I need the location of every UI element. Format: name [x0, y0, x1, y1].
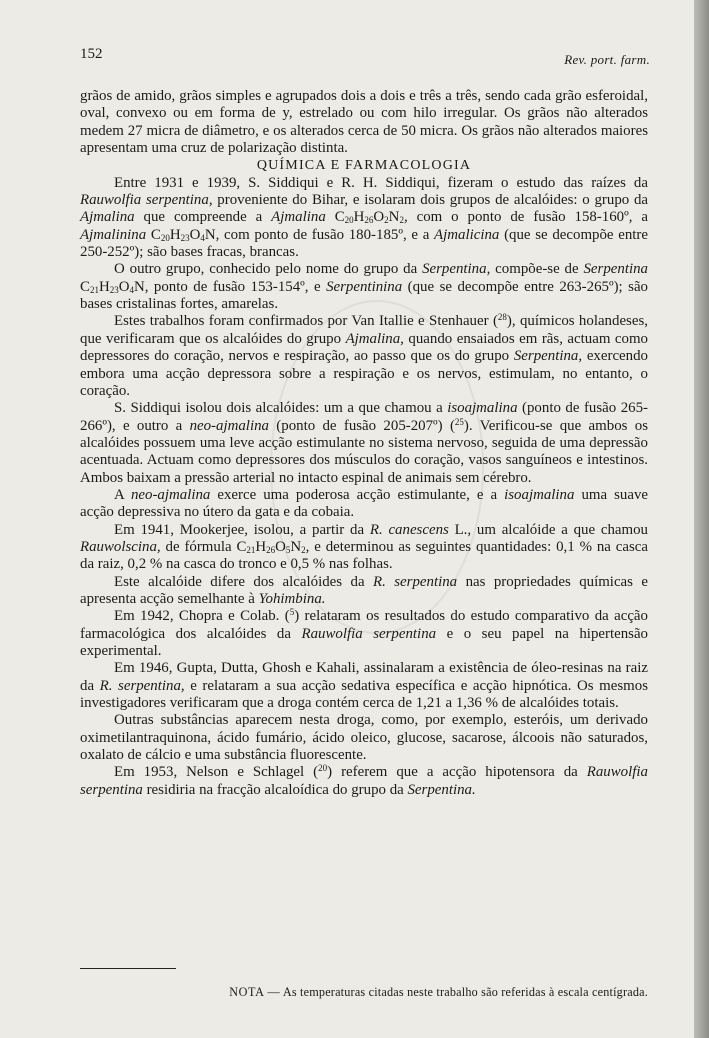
- alkaloid-name: Ajmalina: [80, 209, 135, 226]
- formula-part: H: [255, 538, 267, 555]
- text-run: S. Siddiqui isolou dois alcalóides: um a que chamou a: [114, 400, 448, 417]
- page-number: 152: [80, 46, 103, 62]
- formula-subscript: 23: [109, 284, 119, 295]
- text-run: N, ponto de fusão 153-154º, e: [133, 278, 327, 295]
- text-run: Entre 1931 e 1939, S. Siddiqui e R. H. Siddiqui, fizeram o estudo das raízes da: [114, 174, 648, 191]
- formula-subscript: 21: [89, 284, 99, 295]
- formula-part: C: [80, 278, 90, 295]
- alkaloid-name: neo-ajmalina: [189, 417, 269, 434]
- footnote-label: NOTA —: [229, 985, 281, 999]
- body-text: [80, 88, 648, 799]
- alkaloid-name: Yohimbina.: [258, 590, 326, 607]
- formula-part: O: [189, 226, 201, 243]
- species-name: R. serpentina: [373, 573, 458, 590]
- text-run: Estes trabalhos foram confirmados por Van Itallie e Stenhauer (: [114, 313, 498, 330]
- paragraph: [80, 400, 648, 487]
- section-heading: QUÍMICA E FARMACOLOGIA: [256, 158, 472, 174]
- text-run: compõe-se de: [490, 261, 584, 278]
- text-run: que compreende a: [134, 209, 272, 226]
- species-name: Rauwolfia serpentina,: [80, 192, 213, 209]
- text-run: quando ensaiados em rãs, actuam como depressores do coração, nervos e respiração, ao passo que os do grupo: [80, 330, 648, 365]
- formula-part: N: [388, 209, 400, 226]
- reference-number: 20: [318, 763, 328, 774]
- reference-number: 5: [289, 607, 295, 618]
- footnote-text: As temperaturas citadas neste trabalho são referidas à escala centígrada.: [280, 985, 648, 999]
- alkaloid-name: Ajmalicina: [434, 226, 500, 243]
- paragraph: [80, 574, 648, 609]
- text-run: e o seu papel na hipertensão experimental.: [80, 625, 649, 659]
- species-name: R. serpentina,: [99, 677, 185, 694]
- text-run: exercendo embora uma acção depressora sobre a respiração e os nervos, estimulam, no entanto, o coração.: [80, 348, 648, 399]
- alkaloid-name: Serpentina,: [513, 348, 583, 365]
- paragraph: Outras substâncias aparecem nesta droga, como, por exemplo, esteróis, um derivado oximetilantraquinona, ácido fumário, ácido oleico, glucose, sacarose, álcoois não saturados, oxalato de cálcio e uma substância fluorescente.: [80, 712, 648, 764]
- footnote-rule: [80, 968, 176, 969]
- formula-subscript: 23: [180, 232, 190, 243]
- text-run: (que se decompõe entre 263-265º); são bases cristalinas fortes, amarelas.: [80, 278, 649, 313]
- alkaloid-name: Serpentina: [583, 261, 648, 278]
- reference-number: 28: [497, 312, 507, 323]
- paragraph: [80, 660, 648, 712]
- formula-subscript: 4: [200, 232, 205, 243]
- formula-part: N: [290, 538, 302, 555]
- paragraph-intro: grãos de amido, grãos simples e agrupados dois a dois e três a três, sendo cada grão esferoidal, oval, convexo ou em forma de y, estrelado ou com hilo irregular. Os grãos não alterados medem 27 micra de diâmetro, e os alterados cerca de 50 micra. Os grãos não alterados maiores apresentam uma cruz de polarização distinta.: [80, 88, 648, 157]
- text-run: uma suave acção depressiva no útero da gata e da cobaia.: [80, 486, 649, 521]
- species-name: Rauwolfia serpentina: [301, 625, 437, 642]
- formula-part: O: [275, 538, 286, 555]
- alkaloid-name: Serpentinina: [326, 278, 403, 295]
- alkaloid-name: isoajmalina: [447, 400, 518, 417]
- text-run: nas propriedades químicas e apresenta acção semelhante à: [80, 573, 649, 607]
- formula-subscript: 20: [160, 232, 170, 243]
- formula-part: H: [98, 278, 110, 295]
- formula-part: O: [118, 278, 130, 295]
- text-run: , com o ponto de fusão 158-160º, a: [403, 209, 649, 226]
- paragraph: [80, 764, 648, 799]
- text-run: L., um alcalóide a que chamou: [448, 521, 648, 538]
- paragraph: [80, 522, 648, 574]
- text-run: A: [114, 486, 131, 503]
- paragraph: [80, 261, 648, 313]
- species-name: R. canescens: [369, 521, 449, 538]
- formula-part: H: [353, 209, 365, 226]
- text-run: e relataram a sua acção sedativa específica e acção hipnótica. Os mesmos investigadores verificaram que a droga contém cerca de 1,21 a 1,36 % de alcalóides totais.: [80, 677, 648, 712]
- text-run: ), químicos holandeses, que verificaram que os alcalóides do grupo: [80, 313, 648, 347]
- text-run: exerce uma poderosa acção estimulante, e a: [210, 486, 505, 503]
- formula-part: C: [146, 226, 161, 243]
- formula-subscript: 2: [384, 215, 389, 226]
- species-name: Rauwolfia serpentina: [80, 764, 648, 798]
- text-run: , e determinou as seguintes quantidades: 0,1 % na casca da raiz, 0,2 % na casca do tronco e 0,5 % nas folhas.: [80, 538, 648, 573]
- formula-part: O: [373, 209, 385, 226]
- paragraph: [80, 313, 648, 400]
- formula-part: de fórmula C: [160, 538, 247, 555]
- text-run: (ponto de fusão 265-266º), e outro a: [80, 400, 648, 434]
- alkaloid-name: Serpentina,: [422, 261, 491, 278]
- running-head-journal: Rev. port. farm.: [564, 52, 650, 67]
- text-run: Em 1942, Chopra e Colab. (: [114, 608, 290, 625]
- text-run: Em 1946, Gupta, Dutta, Ghosh e Kahali, assinalaram a existência de óleo-resinas na raiz da: [80, 660, 648, 694]
- footnote: [80, 985, 648, 1000]
- text-run: (que se decompõe entre 250-252º); são bases fracas, brancas.: [80, 226, 648, 261]
- text-run: ) relataram os resultados do estudo comparativo da acção farmacológica dos alcalóides da: [80, 608, 648, 642]
- formula-subscript: 4: [129, 284, 134, 295]
- alkaloid-name: neo-ajmalina: [130, 486, 211, 503]
- text-run: (ponto de fusão 205-207º) (: [268, 417, 455, 434]
- text-run: proveniente do Bihar, e isolaram dois grupos de alcalóides: o grupo da: [212, 192, 648, 209]
- text-run: Em 1941, Mookerjee, isolou, a partir da: [114, 521, 370, 538]
- paragraph: [80, 608, 648, 660]
- formula-subscript: 21: [246, 544, 256, 555]
- alkaloid-name: Ajmalina: [271, 209, 326, 226]
- alkaloid-name: Rauwolscina,: [80, 538, 161, 555]
- formula-subscript: 26: [364, 215, 374, 226]
- formula-part: H: [169, 226, 181, 243]
- paragraph: [80, 175, 648, 262]
- reference-number: 25: [454, 416, 464, 427]
- alkaloid-name: Ajmalina,: [345, 330, 404, 347]
- formula-part: C: [325, 209, 345, 226]
- alkaloid-name: isoajmalina: [504, 486, 575, 503]
- text-run: residiria na fracção alcaloídica do grupo da: [142, 781, 408, 798]
- text-run: O outro grupo, conhecido pelo nome do grupo da: [114, 261, 423, 278]
- alkaloid-name: Ajmalinina: [80, 226, 147, 243]
- text-run: Este alcalóide difere dos alcalóides da: [114, 573, 373, 590]
- formula-subscript: 5: [285, 544, 291, 555]
- text-run: N, com ponto de fusão 180-185º, e a: [204, 226, 435, 243]
- formula-subscript: 20: [344, 215, 354, 226]
- paragraph: [80, 487, 648, 522]
- formula-subscript: 2: [301, 544, 306, 555]
- text-run: Em 1953, Nelson e Schlagel (: [114, 764, 319, 781]
- page-edge-shadow: [694, 0, 709, 1038]
- formula-subscript: 2: [399, 215, 404, 226]
- text-run: ). Verificou-se que ambos os alcalóides possuem uma leve acção estimulante no sistema nervoso, seguida de uma depressão acentuada. Actuam como depressores dos músculos do coração, vasos sanguíneos e intestinos. Ambos baixam a pressão arterial no intacto espinal de animais sem cérebro.: [80, 417, 648, 486]
- text-run: ) referem que a acção hipotensora da: [327, 764, 587, 781]
- formula-subscript: 26: [266, 544, 276, 555]
- alkaloid-name: Serpentina.: [407, 781, 476, 798]
